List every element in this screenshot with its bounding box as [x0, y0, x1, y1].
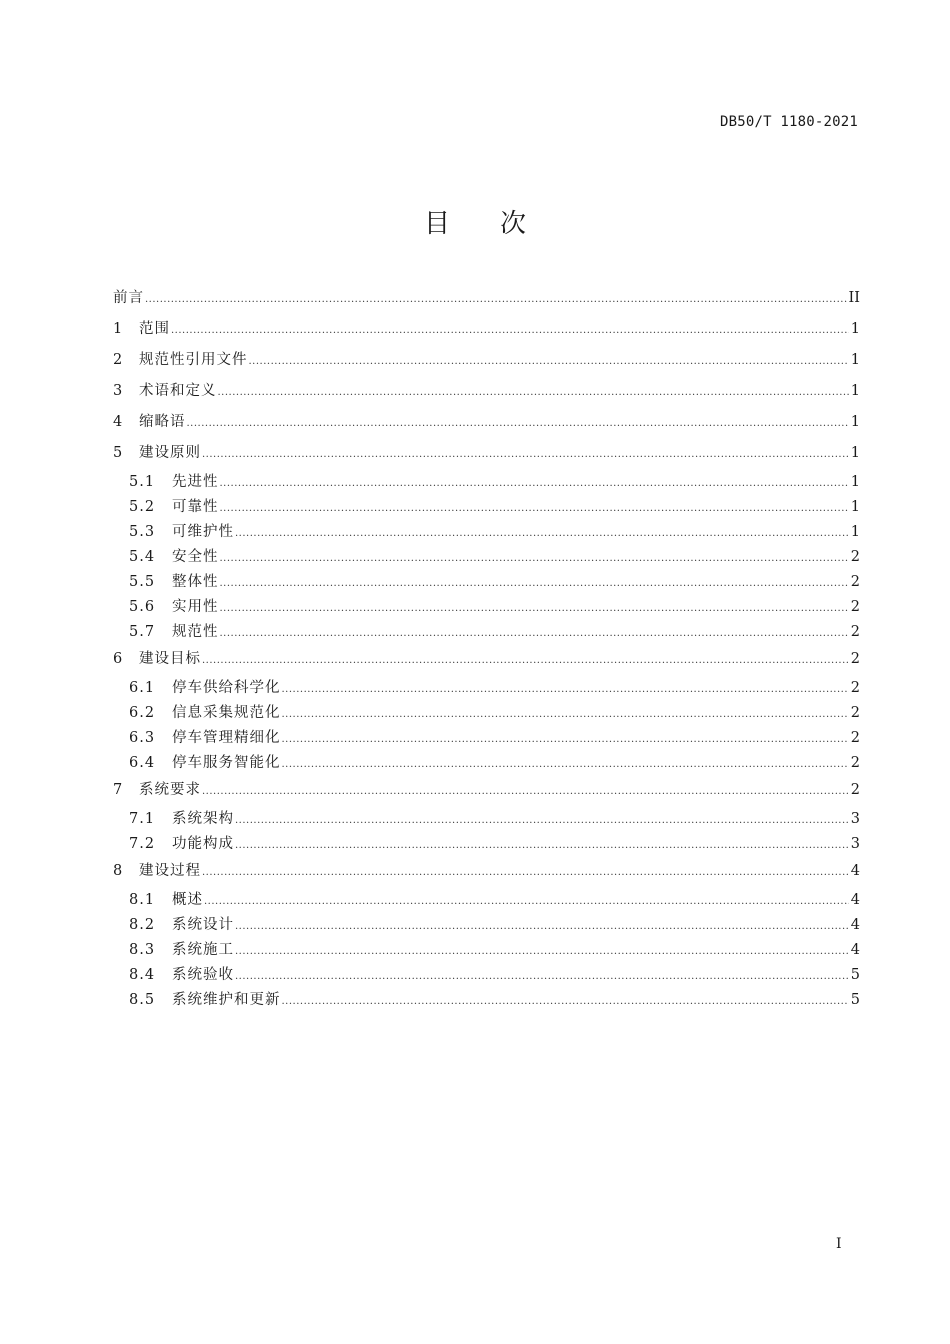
toc-entry[interactable]: [113, 940, 860, 965]
toc-entry[interactable]: [113, 522, 860, 547]
toc-entry-page: 2: [850, 549, 860, 565]
toc-entry-label: 规范性引用文件: [139, 352, 248, 368]
toc-entry-number: 2: [113, 352, 123, 368]
toc-entry-page: 2: [850, 599, 860, 615]
toc-entry-label: 实用性: [172, 599, 219, 615]
toc-entry-page: 2: [850, 651, 860, 667]
toc-entry-number: 6.1: [129, 680, 156, 696]
toc-leader-dots: [204, 892, 849, 912]
toc-entry-number: 1: [113, 321, 123, 337]
toc-entry[interactable]: [113, 286, 860, 317]
toc-entry-page: II: [848, 290, 860, 306]
toc-entry-label: 整体性: [172, 574, 219, 590]
toc-entry[interactable]: [113, 965, 860, 990]
toc-entry[interactable]: [113, 990, 860, 1015]
toc-entry[interactable]: [113, 379, 860, 410]
toc-entry-label: 缩略语: [139, 414, 186, 430]
toc-entry-page: 3: [850, 836, 860, 852]
toc-entry-number: 8.1: [129, 892, 156, 908]
toc-entry-number: 4: [113, 414, 123, 430]
toc-entry-page: 2: [850, 782, 860, 798]
toc-entry-number: 6.3: [129, 730, 156, 746]
toc-leader-dots: [171, 321, 849, 341]
toc-leader-dots: [235, 917, 849, 937]
toc-entry-label: 可维护性: [172, 524, 234, 540]
toc-entry-number: 8.5: [129, 992, 156, 1008]
toc-entry[interactable]: [113, 441, 860, 472]
toc-entry-page: 4: [850, 892, 860, 908]
toc-leader-dots: [220, 549, 850, 569]
toc-entry-number: 6: [113, 651, 123, 667]
table-of-contents: [113, 286, 860, 1015]
toc-entry-label: 系统验收: [172, 967, 234, 983]
toc-entry-number: 7.2: [129, 836, 156, 852]
toc-entry-page: 2: [850, 755, 860, 771]
toc-entry-page: 1: [850, 474, 860, 490]
toc-leader-dots: [218, 383, 850, 403]
toc-entry-page: 2: [850, 574, 860, 590]
toc-leader-dots: [282, 705, 850, 725]
toc-entry-label: 范围: [139, 321, 170, 337]
toc-entry[interactable]: [113, 728, 860, 753]
toc-leader-dots: [282, 680, 850, 700]
toc-entry[interactable]: [113, 572, 860, 597]
toc-entry[interactable]: [113, 890, 860, 915]
toc-leader-dots: [282, 755, 850, 775]
toc-entry-page: 1: [850, 414, 860, 430]
toc-entry-page: 1: [850, 321, 860, 337]
toc-leader-dots: [282, 730, 850, 750]
toc-entry-number: 5: [113, 445, 123, 461]
toc-entry-page: 1: [850, 352, 860, 368]
toc-entry-number: 6.2: [129, 705, 156, 721]
toc-entry-label: 停车管理精细化: [172, 730, 281, 746]
toc-entry-number: 8: [113, 863, 123, 879]
title-char-2: 次: [500, 209, 527, 239]
toc-entry-label: 先进性: [172, 474, 219, 490]
toc-entry-label: 信息采集规范化: [172, 705, 281, 721]
toc-entry-page: 4: [850, 917, 860, 933]
toc-leader-dots: [220, 624, 850, 644]
toc-entry-page: 4: [850, 863, 860, 879]
toc-leader-dots: [235, 942, 849, 962]
toc-entry-number: 5.2: [129, 499, 156, 515]
toc-leader-dots: [235, 811, 849, 831]
toc-entry-label: 系统架构: [172, 811, 234, 827]
toc-entry[interactable]: [113, 834, 860, 859]
toc-entry-label: 建设过程: [139, 863, 201, 879]
toc-entry[interactable]: [113, 647, 860, 678]
toc-entry[interactable]: [113, 703, 860, 728]
toc-entry-number: 5.6: [129, 599, 156, 615]
toc-leader-dots: [202, 651, 849, 671]
title-char-1: 目: [423, 209, 450, 239]
toc-entry-page: 3: [850, 811, 860, 827]
toc-entry-number: 7: [113, 782, 123, 798]
toc-entry-number: 3: [113, 383, 123, 399]
toc-entry-number: 5.4: [129, 549, 156, 565]
toc-entry[interactable]: [113, 915, 860, 940]
toc-entry-label: 前言: [113, 290, 144, 306]
toc-entry[interactable]: [113, 778, 860, 809]
toc-entry-number: 7.1: [129, 811, 156, 827]
toc-leader-dots: [220, 499, 850, 519]
toc-entry-page: 1: [850, 383, 860, 399]
toc-entry-label: 系统要求: [139, 782, 201, 798]
page-title: [0, 203, 950, 240]
toc-entry-page: 4: [850, 942, 860, 958]
toc-entry-page: 2: [850, 680, 860, 696]
toc-entry-page: 5: [850, 967, 860, 983]
toc-leader-dots: [145, 290, 848, 310]
toc-entry-label: 规范性: [172, 624, 219, 640]
toc-entry-number: 8.2: [129, 917, 156, 933]
toc-entry[interactable]: [113, 547, 860, 572]
toc-entry-page: 2: [850, 730, 860, 746]
toc-leader-dots: [202, 445, 849, 465]
toc-entry-number: 5.5: [129, 574, 156, 590]
toc-entry-label: 系统施工: [172, 942, 234, 958]
toc-entry[interactable]: [113, 597, 860, 622]
toc-entry-number: 5.3: [129, 524, 156, 540]
toc-entry-label: 系统设计: [172, 917, 234, 933]
toc-leader-dots: [220, 474, 850, 494]
toc-entry-label: 术语和定义: [139, 383, 217, 399]
toc-entry-label: 停车供给科学化: [172, 680, 281, 696]
toc-entry[interactable]: [113, 809, 860, 834]
toc-entry-page: 2: [850, 705, 860, 721]
toc-entry[interactable]: [113, 472, 860, 497]
toc-entry[interactable]: [113, 317, 860, 348]
toc-leader-dots: [187, 414, 850, 434]
toc-leader-dots: [235, 967, 849, 987]
toc-entry[interactable]: [113, 753, 860, 778]
toc-entry-number: 5.1: [129, 474, 156, 490]
toc-entry-label: 概述: [172, 892, 203, 908]
toc-entry-page: 1: [850, 499, 860, 515]
toc-leader-dots: [202, 782, 849, 802]
toc-entry-page: 2: [850, 624, 860, 640]
toc-entry-number: 8.3: [129, 942, 156, 958]
toc-entry-label: 建设原则: [139, 445, 201, 461]
toc-entry-page: 1: [850, 524, 860, 540]
toc-entry-label: 系统维护和更新: [172, 992, 281, 1008]
toc-entry[interactable]: [113, 622, 860, 647]
toc-entry-label: 停车服务智能化: [172, 755, 281, 771]
toc-leader-dots: [220, 574, 850, 594]
toc-entry[interactable]: [113, 678, 860, 703]
toc-entry-number: 8.4: [129, 967, 156, 983]
document-code: DB50/T 1180-2021: [719, 114, 858, 130]
toc-leader-dots: [235, 524, 849, 544]
toc-entry[interactable]: [113, 348, 860, 379]
toc-leader-dots: [282, 992, 850, 1012]
toc-entry-label: 功能构成: [172, 836, 234, 852]
toc-entry[interactable]: [113, 859, 860, 890]
toc-entry-page: 1: [850, 445, 860, 461]
toc-entry-label: 可靠性: [172, 499, 219, 515]
page-number-footer: I: [836, 1236, 842, 1252]
toc-entry-number: 6.4: [129, 755, 156, 771]
toc-entry[interactable]: [113, 497, 860, 522]
toc-leader-dots: [220, 599, 850, 619]
toc-entry-label: 建设目标: [139, 651, 201, 667]
toc-entry[interactable]: [113, 410, 860, 441]
toc-leader-dots: [249, 352, 850, 372]
toc-entry-label: 安全性: [172, 549, 219, 565]
toc-entry-number: 5.7: [129, 624, 156, 640]
toc-leader-dots: [202, 863, 849, 883]
toc-entry-page: 5: [850, 992, 860, 1008]
toc-leader-dots: [235, 836, 849, 856]
